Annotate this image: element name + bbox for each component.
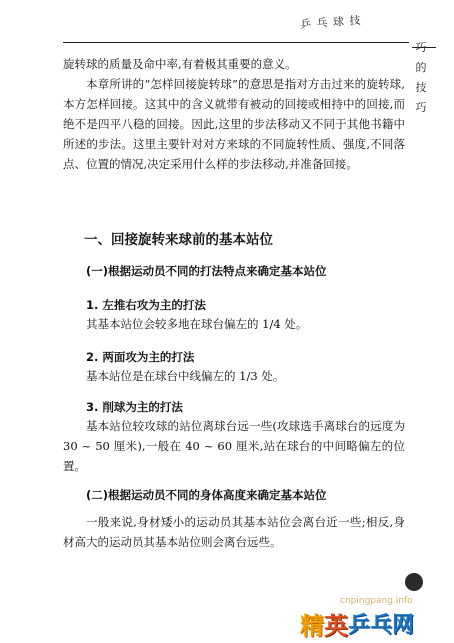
subsection-1 — [63, 262, 405, 280]
subsection-2 — [63, 486, 405, 504]
intro-paragraph-2: 本章所讲的“怎样回接旋转球”的意思是指对方击过来的旋转球,本方怎样回接。这其中的含义就带有被动的回接或相持中的回接,而绝不是四平八稳的回接。因此,这里的步法移动又不同于其他书籍中所述的步法。这里主要针对对方来球的不同旋转性质、强度,不同落点、位置的情况,决定采用什么样的步法移动,并准备回接。 — [63, 77, 405, 171]
item-3 — [63, 398, 405, 476]
item-1-text: 其基本站位会较多地在球台偏左的 1/4 处。 — [86, 317, 308, 331]
watermark-logo-lead: 精 — [300, 611, 324, 640]
page-corner-decoration — [405, 573, 423, 591]
subsection-2-text: 一般来说,身材矮小的运动员其基本站位会离台近一些;相反,身材高大的运动员其基本站位则会离台远些。 — [63, 515, 405, 549]
header-rule — [63, 42, 409, 43]
side-tab-char-1: 巧 — [415, 41, 427, 54]
watermark-logo-mid: 英 — [324, 611, 348, 640]
side-tab-char-2: 的 — [415, 61, 427, 74]
watermark-url: cnpingpang.info — [340, 596, 413, 606]
section-heading: 一、回接旋转来球前的基本站位 — [84, 232, 273, 248]
watermark-logo-rest: 乒乓网 — [348, 612, 415, 638]
subsection-2-title: (二)根据运动员不同的身体高度来确定基本站位 — [86, 488, 327, 502]
item-3-title: 3. 削球为主的打法 — [86, 400, 183, 414]
item-2-title: 2. 两面攻为主的打法 — [86, 350, 195, 364]
item-2-text: 基本站位是在球台中线偏左的 1/3 处。 — [86, 369, 285, 383]
intro-paragraph-1: 旋转球的质量及命中率,有着极其重要的意义。 — [63, 57, 297, 71]
side-tab — [412, 38, 430, 118]
subsection-2-body — [63, 512, 405, 552]
intro-section — [63, 54, 405, 174]
subsection-1-title: (一)根据运动员不同的打法特点来确定基本站位 — [86, 264, 327, 278]
side-tab-char-4: 巧 — [415, 101, 427, 114]
item-2 — [63, 348, 405, 386]
side-tab-char-3: 技 — [415, 81, 427, 94]
item-1 — [63, 296, 405, 334]
item-3-text: 基本站位较攻球的站位离球台远一些(攻球选手离球台的远度为 30 ~ 50 厘米),一般在 40 ~ 60 厘米,站在球台的中间略偏左的位置。 — [63, 419, 405, 473]
running-head: 乒 乓 球 技 — [299, 13, 362, 32]
watermark-logo — [300, 607, 454, 639]
item-1-title: 1. 左推右攻为主的打法 — [86, 298, 206, 312]
